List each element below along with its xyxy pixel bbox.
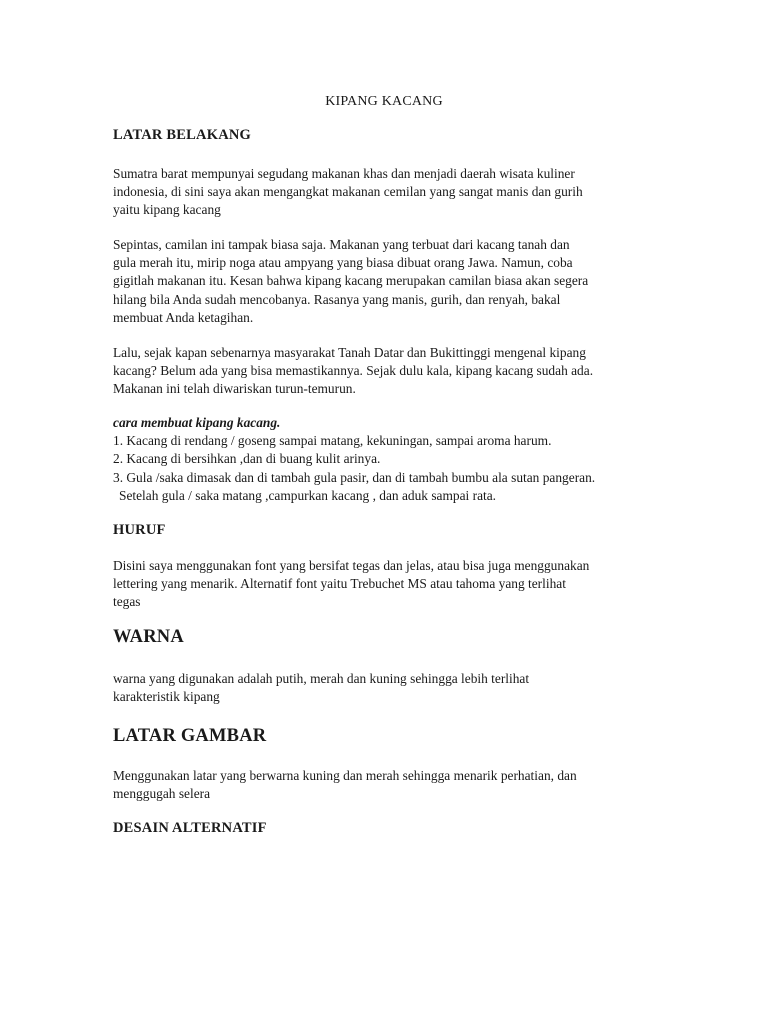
paragraph-latar-gambar: [113, 767, 673, 803]
text-line: Lalu, sejak kapan sebenarnya masyarakat Tanah Datar dan Bukittinggi mengenal kipang: [113, 345, 586, 360]
recipe-step: 1. Kacang di rendang / goseng sampai matang, kekuningan, sampai aroma harum.: [113, 433, 552, 449]
text-line: karakteristik kipang: [113, 689, 220, 705]
recipe-step: 2. Kacang di bersihkan ,dan di buang kulit arinya.: [113, 451, 381, 467]
heading-huruf: HURUF: [113, 522, 166, 538]
text-line: menggugah selera: [113, 786, 211, 802]
text-line: kacang? Belum ada yang bisa memastikannya. Sejak dulu kala, kipang kacang sudah ada.: [113, 363, 594, 379]
recipe-step: Setelah gula / saka matang ,campurkan kacang , dan aduk sampai rata.: [119, 487, 497, 503]
text-line: Sumatra barat mempunyai segudang makanan khas dan menjadi daerah wisata kuliner: [113, 166, 575, 181]
text-line: Sepintas, camilan ini tampak biasa saja. Makanan yang terbuat dari kacang tanah dan: [113, 237, 570, 252]
paragraph-description: [113, 236, 673, 327]
heading-latar-belakang: LATAR BELAKANG: [113, 127, 252, 143]
paragraph-huruf: [113, 557, 673, 612]
heading-warna: WARNA: [113, 627, 184, 647]
text-line: Disini saya menggunakan font yang bersifat tegas dan jelas, atau bisa juga menggunakan: [113, 558, 590, 573]
heading-desain-alternatif: DESAIN ALTERNATIF: [113, 820, 267, 836]
text-line: yaitu kipang kacang: [113, 202, 221, 218]
text-line: tegas: [113, 594, 141, 610]
recipe-step: 3. Gula /saka dimasak dan di tambah gula pasir, dan di tambah bumbu ala sutan pangeran.: [113, 469, 596, 485]
text-line: hilang bila Anda sudah mencobanya. Rasanya yang manis, gurih, dan renyah, bakal: [113, 291, 561, 307]
text-line: warna yang digunakan adalah putih, merah dan kuning sehingga lebih terlihat: [113, 671, 530, 686]
text-line: indonesia, di sini saya akan mengangkat makanan cemilan yang sangat manis dan gurih: [113, 184, 583, 200]
text-line: Makanan ini telah diwariskan turun-temurun.: [113, 381, 356, 397]
text-line: membuat Anda ketagihan.: [113, 309, 254, 325]
document-title: KIPANG KACANG: [325, 94, 443, 109]
text-line: lettering yang menarik. Alternatif font yaitu Trebuchet MS atau tahoma yang terlihat: [113, 576, 566, 592]
text-line: gigitlah makanan itu. Kesan bahwa kipang kacang merupakan camilan biasa akan segera: [113, 273, 589, 289]
text-line: gula merah itu, mirip noga atau ampyang yang biasa dibuat orang Jawa. Namun, coba: [113, 255, 573, 271]
paragraph-history: [113, 344, 673, 399]
paragraph-warna: [113, 670, 673, 706]
recipe-title: cara membuat kipang kacang.: [113, 415, 281, 430]
paragraph-intro: [113, 165, 673, 220]
heading-latar-gambar: LATAR GAMBAR: [113, 726, 267, 746]
text-line: Menggunakan latar yang berwarna kuning dan merah sehingga menarik perhatian, dan: [113, 768, 577, 783]
recipe-section: [113, 414, 673, 505]
